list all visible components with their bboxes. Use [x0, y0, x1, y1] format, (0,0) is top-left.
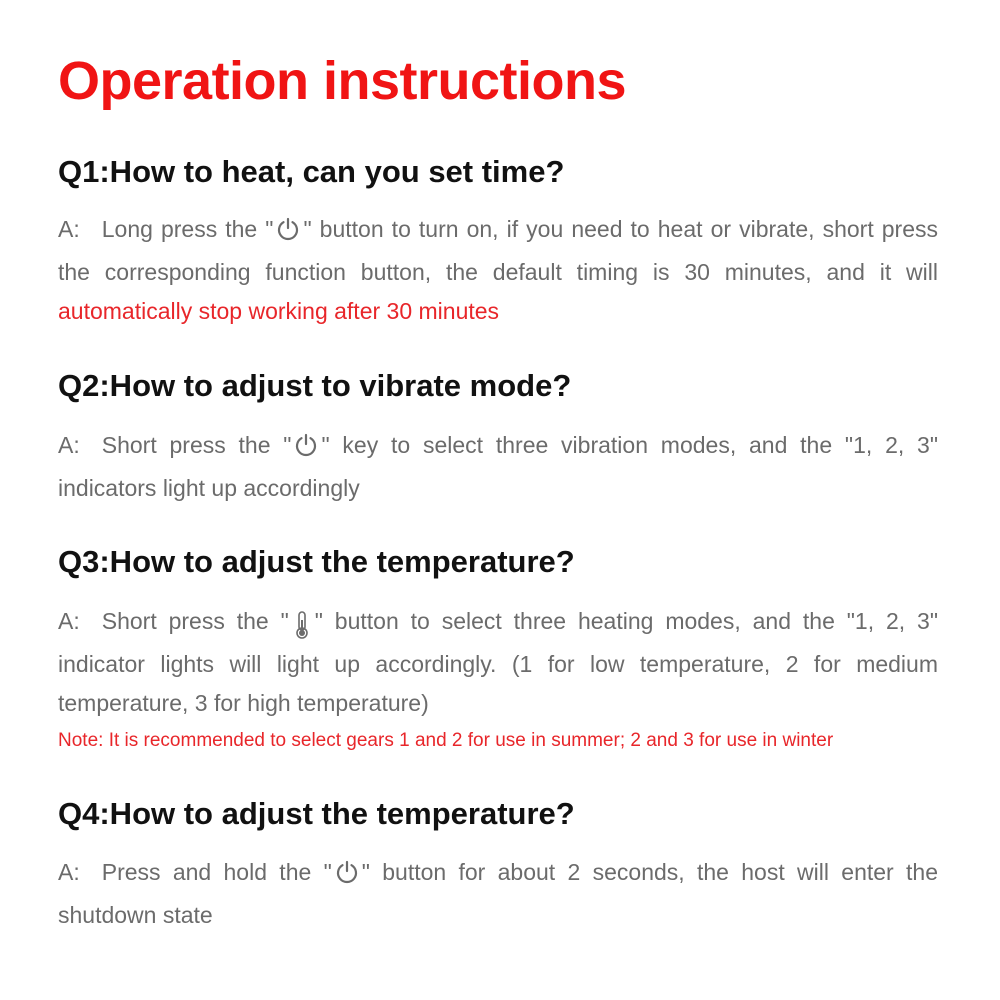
answer-4: [58, 853, 938, 935]
answer-label: A:: [58, 432, 80, 458]
power-icon: [276, 214, 300, 253]
usage-note: Note: It is recommended to select gears 1 and 2 for use in summer; 2 and 3 for use in winter: [58, 730, 834, 751]
question-3: Q3:How to adjust the temperature?: [58, 544, 575, 579]
answer-text: " button for about 2 seconds, the host will enter the shutdown state: [58, 859, 938, 928]
answer-text: Short press the ": [101, 432, 292, 458]
answer-label: A:: [58, 859, 80, 885]
answer-highlight: automatically stop working after 30 minutes: [58, 298, 500, 324]
answer-3: [58, 602, 938, 723]
answer-label: A:: [58, 608, 80, 634]
power-icon: [335, 857, 359, 896]
question-2: Q2:How to adjust to vibrate mode?: [58, 368, 572, 403]
answer-text: " button to select three heating modes, and the "1, 2, 3" indicator lights will light up accordingly. (1 for low temperature, 2 for medium temperature, 3 for high temperature): [58, 608, 938, 716]
question-4: Q4:How to adjust the temperature?: [58, 796, 575, 831]
answer-1: [58, 210, 938, 331]
answer-text: Short press the ": [101, 608, 289, 634]
answer-text: " button to turn on, if you need to heat or vibrate, short press the corresponding function button, the default timing is 30 minutes, and it will: [58, 216, 938, 285]
answer-2: [58, 426, 938, 508]
answer-label: A:: [58, 216, 80, 242]
question-1: Q1:How to heat, can you set time?: [58, 154, 565, 189]
page-title: Operation instructions: [58, 51, 627, 111]
thermometer-icon: [292, 606, 312, 645]
answer-text: Long press the ": [101, 216, 274, 242]
answer-text: " key to select three vibration modes, and the "1, 2, 3" indicators light up accordingly: [58, 432, 938, 501]
power-icon: [294, 430, 318, 469]
answer-text: Press and hold the ": [101, 859, 332, 885]
